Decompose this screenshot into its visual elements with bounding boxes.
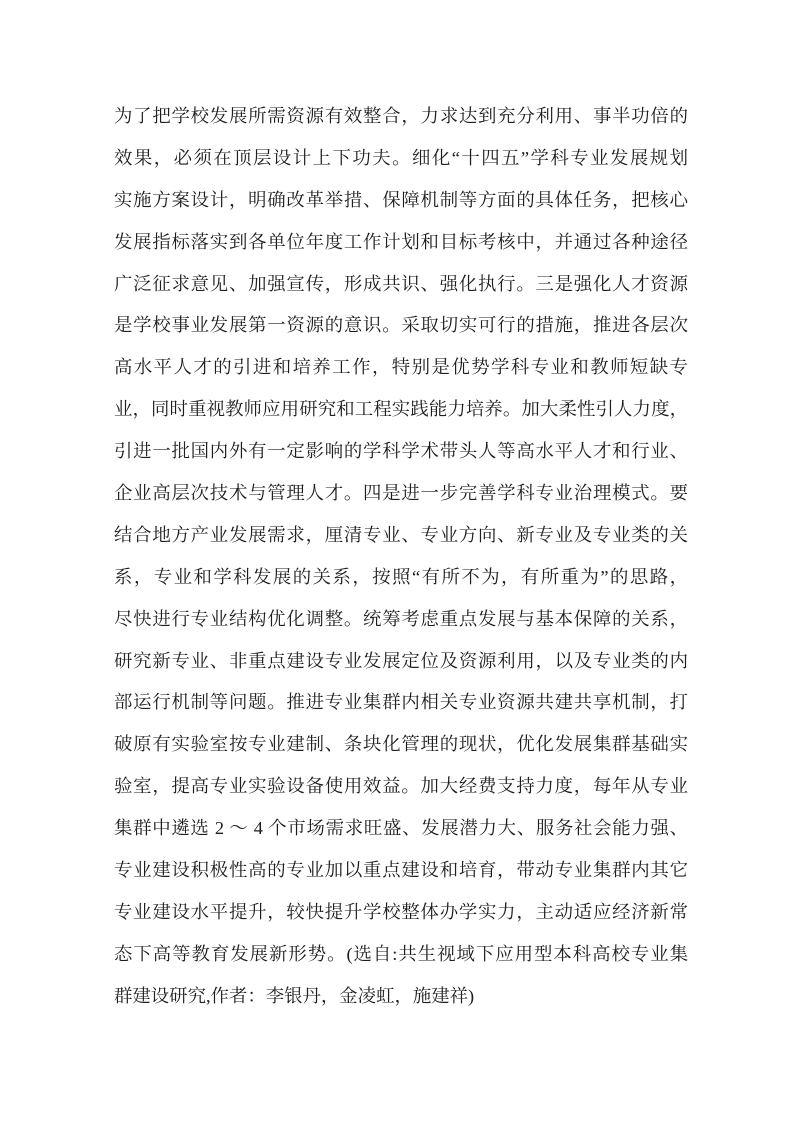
text-line: 企业高层次技术与管理人才。四是进一步完善学科专业治理模式。要 [114, 483, 688, 504]
text-line: 尽快进行专业结构优化调整。统筹考虑重点发展与基本保障的关系， [114, 608, 688, 629]
text-line: 结合地方产业发展需求，厘清专业、专业方向、新专业及专业类的关 [114, 524, 688, 545]
text-line: 高水平人才的引进和培养工作，特别是优势学科专业和教师短缺专 [114, 357, 688, 378]
text-line: 专业建设水平提升，较快提升学校整体办学实力，主动适应经济新常 [114, 901, 688, 922]
text-line: 集群中遴选 2 ～ 4 个市场需求旺盛、发展潜力大、服务社会能力强、 [114, 818, 688, 839]
text-line: 群建设研究,作者：李银丹，金凌虹，施建祥) [114, 985, 475, 1006]
text-line: 研究新专业、非重点建设专业发展定位及资源利用，以及专业类的内 [114, 650, 688, 671]
text-line: 是学校事业发展第一资源的意识。采取切实可行的措施，推进各层次 [114, 315, 688, 336]
text-line: 实施方案设计，明确改革举措、保障机制等方面的具体任务，把核心 [114, 189, 688, 210]
text-line: 引进一批国内外有一定影响的学科学术带头人等高水平人才和行业、 [114, 441, 688, 462]
text-line: 发展指标落实到各单位年度工作计划和目标考核中，并通过各种途径 [114, 231, 688, 252]
text-line: 系，专业和学科发展的关系，按照“有所不为，有所重为”的思路， [114, 566, 688, 587]
text-line: 广泛征求意见、加强宣传，形成共识、强化执行。三是强化人才资源 [114, 273, 688, 294]
text-line: 破原有实验室按专业建制、条块化管理的现状，优化发展集群基础实 [114, 734, 688, 755]
text-line: 部运行机制等问题。推进专业集群内相关专业资源共建共享机制，打 [114, 692, 688, 713]
text-line: 验室，提高专业实验设备使用效益。加大经费支持力度，每年从专业 [114, 776, 688, 797]
text-line: 业，同时重视教师应用研究和工程实践能力培养。加大柔性引人力度， [114, 399, 688, 420]
text-line: 效果，必须在顶层设计上下功夫。细化“十四五”学科专业发展规划 [114, 147, 688, 168]
text-line: 态下高等教育发展新形势。(选自:共生视域下应用型本科高校专业集 [114, 943, 688, 964]
paragraph-text-block [114, 96, 688, 1018]
text-line: 专业建设积极性高的专业加以重点建设和培育，带动专业集群内其它 [114, 860, 688, 881]
text-line: 为了把学校发展所需资源有效整合，力求达到充分利用、事半功倍的 [114, 106, 688, 126]
